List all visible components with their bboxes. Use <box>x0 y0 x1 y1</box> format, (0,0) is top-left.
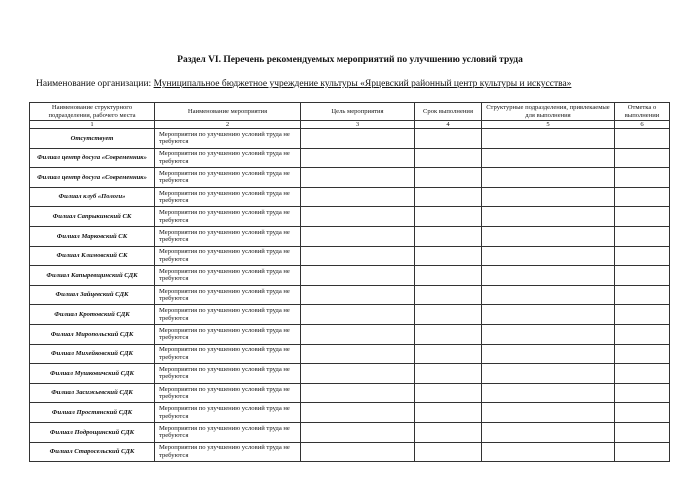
completion-mark-cell <box>615 305 670 325</box>
measure-cell: Мероприятия по улучшению условий труда не требуются <box>155 383 301 403</box>
measure-cell: Мероприятия по улучшению условий труда не требуются <box>155 442 301 462</box>
measures-table <box>29 102 670 462</box>
header-completion-mark: Отметка о выполнении <box>615 103 670 121</box>
deadline-cell <box>415 148 482 168</box>
measure-cell: Мероприятия по улучшению условий труда не требуются <box>155 305 301 325</box>
completion-mark-cell <box>615 403 670 423</box>
table-row <box>30 187 670 207</box>
goal-cell <box>301 148 415 168</box>
involved-units-cell <box>482 187 615 207</box>
deadline-cell <box>415 383 482 403</box>
deadline-cell <box>415 364 482 384</box>
unit-name-cell: Филиал Засижьевский СДК <box>30 383 155 403</box>
involved-units-cell <box>482 207 615 227</box>
measure-cell: Мероприятия по улучшению условий труда не требуются <box>155 344 301 364</box>
table-row <box>30 168 670 188</box>
goal-cell <box>301 324 415 344</box>
completion-mark-cell <box>615 442 670 462</box>
column-number: 2 <box>155 121 301 129</box>
header-goal: Цель мероприятия <box>301 103 415 121</box>
unit-name-cell: Филиал Простянский СДК <box>30 403 155 423</box>
completion-mark-cell <box>615 383 670 403</box>
goal-cell <box>301 364 415 384</box>
unit-name-cell: Филиал Подрощинский СДК <box>30 422 155 442</box>
measure-cell: Мероприятия по улучшению условий труда не требуются <box>155 324 301 344</box>
involved-units-cell <box>482 305 615 325</box>
measure-cell: Мероприятия по улучшению условий труда не требуются <box>155 168 301 188</box>
table-row <box>30 422 670 442</box>
table-row <box>30 305 670 325</box>
table-row <box>30 226 670 246</box>
completion-mark-cell <box>615 324 670 344</box>
table-row <box>30 148 670 168</box>
deadline-cell <box>415 442 482 462</box>
measure-cell: Мероприятия по улучшению условий труда не требуются <box>155 403 301 423</box>
goal-cell <box>301 168 415 188</box>
header-unit: Наименование структурного подразделения, рабочего места <box>30 103 155 121</box>
involved-units-cell <box>482 168 615 188</box>
deadline-cell <box>415 344 482 364</box>
goal-cell <box>301 226 415 246</box>
column-number: 3 <box>301 121 415 129</box>
deadline-cell <box>415 305 482 325</box>
deadline-cell <box>415 246 482 266</box>
completion-mark-cell <box>615 246 670 266</box>
column-number: 1 <box>30 121 155 129</box>
completion-mark-cell <box>615 148 670 168</box>
unit-name-cell: Филиал Миропольский СДК <box>30 324 155 344</box>
column-number-row <box>30 121 670 129</box>
completion-mark-cell <box>615 226 670 246</box>
involved-units-cell <box>482 364 615 384</box>
column-number: 5 <box>482 121 615 129</box>
measure-cell: Мероприятия по улучшению условий труда не требуются <box>155 422 301 442</box>
involved-units-cell <box>482 383 615 403</box>
organization-name: Муниципальное бюджетное учреждение культуры «Ярцевский районный центр культуры и искусства» <box>153 79 572 89</box>
measure-cell: Мероприятия по улучшению условий труда не требуются <box>155 129 301 149</box>
measure-cell: Мероприятия по улучшению условий труда не требуются <box>155 148 301 168</box>
measure-cell: Мероприятия по улучшению условий труда не требуются <box>155 226 301 246</box>
deadline-cell <box>415 266 482 286</box>
unit-name-cell: Отсутствует <box>30 129 155 149</box>
completion-mark-cell <box>615 168 670 188</box>
deadline-cell <box>415 207 482 227</box>
goal-cell <box>301 129 415 149</box>
header-row <box>30 103 670 121</box>
goal-cell <box>301 187 415 207</box>
measure-cell: Мероприятия по улучшению условий труда не требуются <box>155 187 301 207</box>
involved-units-cell <box>482 442 615 462</box>
completion-mark-cell <box>615 344 670 364</box>
completion-mark-cell <box>615 129 670 149</box>
table-body <box>30 129 670 462</box>
involved-units-cell <box>482 344 615 364</box>
measure-cell: Мероприятия по улучшению условий труда не требуются <box>155 364 301 384</box>
goal-cell <box>301 246 415 266</box>
completion-mark-cell <box>615 266 670 286</box>
unit-name-cell: Филиал Капыревщинский СДК <box>30 266 155 286</box>
goal-cell <box>301 422 415 442</box>
measure-cell: Мероприятия по улучшению условий труда не требуются <box>155 266 301 286</box>
goal-cell <box>301 285 415 305</box>
goal-cell <box>301 305 415 325</box>
table-row <box>30 344 670 364</box>
unit-name-cell: Филиал Кротовский СДК <box>30 305 155 325</box>
deadline-cell <box>415 285 482 305</box>
deadline-cell <box>415 187 482 207</box>
unit-name-cell: Филиал Мушковичский СДК <box>30 364 155 384</box>
deadline-cell <box>415 129 482 149</box>
table-row <box>30 285 670 305</box>
table-row <box>30 383 670 403</box>
table-row <box>30 246 670 266</box>
involved-units-cell <box>482 285 615 305</box>
unit-name-cell: Филиал Климовский СК <box>30 246 155 266</box>
goal-cell <box>301 403 415 423</box>
organization-label: Наименование организации: <box>36 79 152 89</box>
deadline-cell <box>415 324 482 344</box>
page-title: Раздел VI. Перечень рекомендуемых мероприятий по улучшению условий труда <box>177 55 523 65</box>
deadline-cell <box>415 403 482 423</box>
involved-units-cell <box>482 324 615 344</box>
measure-cell: Мероприятия по улучшению условий труда не требуются <box>155 207 301 227</box>
header-deadline: Срок выполнения <box>415 103 482 121</box>
table-row <box>30 403 670 423</box>
unit-name-cell: Филиал клуб «Пологи» <box>30 187 155 207</box>
involved-units-cell <box>482 226 615 246</box>
completion-mark-cell <box>615 285 670 305</box>
unit-name-cell: Филиал Сапрыкинский СК <box>30 207 155 227</box>
table-row <box>30 364 670 384</box>
unit-name-cell: Филиал Марковский СК <box>30 226 155 246</box>
table-row <box>30 266 670 286</box>
organization-line <box>36 79 571 89</box>
involved-units-cell <box>482 266 615 286</box>
table-row <box>30 207 670 227</box>
column-number: 4 <box>415 121 482 129</box>
unit-name-cell: Филиал центр досуга «Современник» <box>30 168 155 188</box>
unit-name-cell: Филиал центр досуга «Современник» <box>30 148 155 168</box>
involved-units-cell <box>482 422 615 442</box>
completion-mark-cell <box>615 207 670 227</box>
header-measure: Наименование мероприятия <box>155 103 301 121</box>
deadline-cell <box>415 226 482 246</box>
involved-units-cell <box>482 403 615 423</box>
unit-name-cell: Филиал Михейковский СДК <box>30 344 155 364</box>
goal-cell <box>301 266 415 286</box>
completion-mark-cell <box>615 364 670 384</box>
table-row <box>30 442 670 462</box>
completion-mark-cell <box>615 187 670 207</box>
deadline-cell <box>415 168 482 188</box>
goal-cell <box>301 207 415 227</box>
goal-cell <box>301 383 415 403</box>
involved-units-cell <box>482 246 615 266</box>
goal-cell <box>301 344 415 364</box>
completion-mark-cell <box>615 422 670 442</box>
table-row <box>30 324 670 344</box>
involved-units-cell <box>482 148 615 168</box>
table-row <box>30 129 670 149</box>
measure-cell: Мероприятия по улучшению условий труда не требуются <box>155 246 301 266</box>
unit-name-cell: Филиал Зайцевский СДК <box>30 285 155 305</box>
deadline-cell <box>415 422 482 442</box>
involved-units-cell <box>482 129 615 149</box>
column-number: 6 <box>615 121 670 129</box>
header-involved-units: Структурные подразделения, привлекаемые для выполнения <box>482 103 615 121</box>
measure-cell: Мероприятия по улучшению условий труда не требуются <box>155 285 301 305</box>
goal-cell <box>301 442 415 462</box>
unit-name-cell: Филиал Старосельский СДК <box>30 442 155 462</box>
